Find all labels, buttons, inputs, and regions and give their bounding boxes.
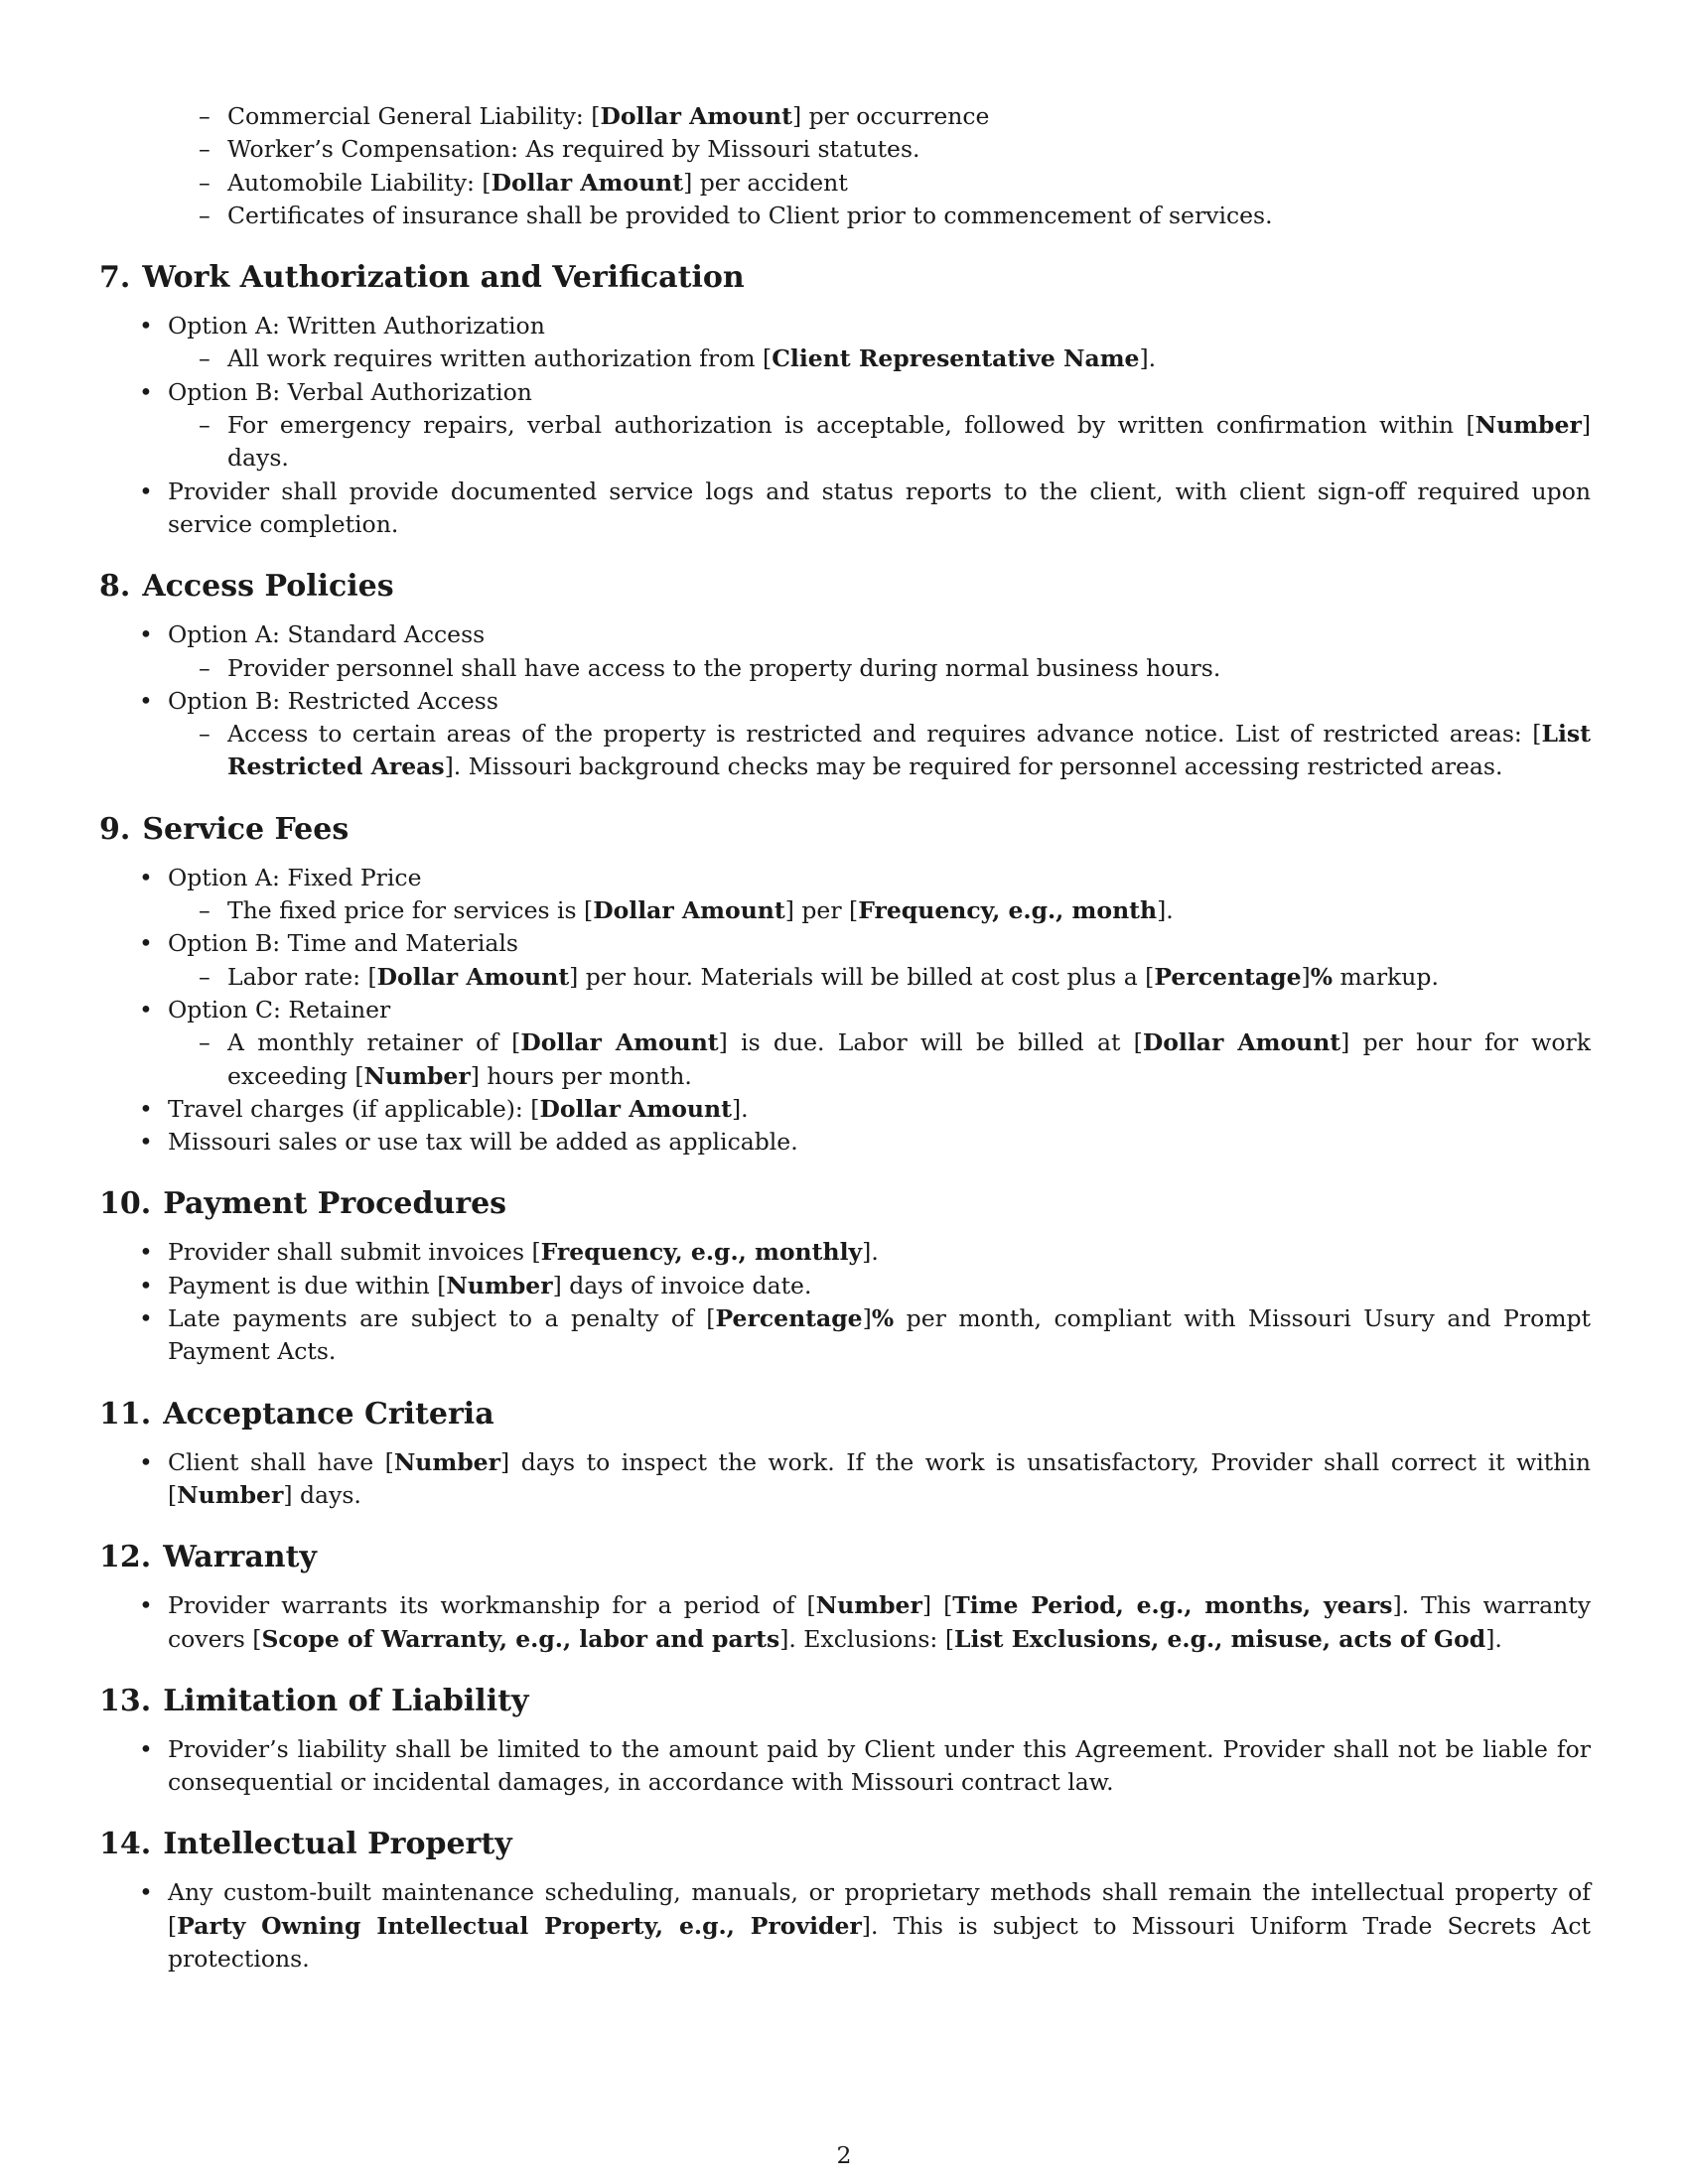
bullet-text: Provider warrants its workmanship for a period of [Number] [Time Period, e.g., months, years]. This warranty covers [Scope of Warranty, e.g., labor and parts]. Exclusions: [List Exclusions, e.g., misuse, acts of God]. xyxy=(168,1591,1592,1653)
section-heading xyxy=(99,1683,1591,1720)
bullet-list xyxy=(99,862,1591,1160)
placeholder-field: Number xyxy=(815,1591,922,1620)
bullet-item xyxy=(99,994,1591,1093)
section-11 xyxy=(99,1396,1591,1513)
section-title: Warranty xyxy=(163,1540,317,1575)
section-number: 11. xyxy=(99,1396,152,1432)
section-number: 8. xyxy=(99,569,131,605)
section-10 xyxy=(99,1185,1591,1368)
bullet-item xyxy=(99,1446,1591,1513)
placeholder-field: Dollar Amount xyxy=(600,102,792,130)
section-title: Service Fees xyxy=(142,811,350,847)
list-item: – Automobile Liability: [Dollar Amount] per accident xyxy=(99,167,1591,200)
list-item: – Commercial General Liability: [Dollar Amount] per occurrence xyxy=(99,100,1591,133)
section-title: Payment Procedures xyxy=(163,1186,507,1222)
placeholder-field: Frequency, e.g., month xyxy=(858,896,1158,925)
sub-item: – A monthly retainer of [Dollar Amount] is due. Labor will be billed at [Dollar Amount] per hour for work exceeding [Number] hours per month. xyxy=(168,1026,1591,1093)
sub-list xyxy=(168,342,1591,375)
bullet-item xyxy=(99,1126,1591,1159)
section-heading xyxy=(99,568,1591,606)
section-13 xyxy=(99,1683,1591,1800)
bullet-text: Client shall have [Number] days to inspect the work. If the work is unsatisfactory, Provider shall correct it within [Number] days. xyxy=(168,1447,1591,1509)
section-title: Limitation of Liability xyxy=(163,1683,529,1718)
bullet-item xyxy=(99,376,1591,476)
list-item: – Worker’s Compensation: As required by Missouri statutes. xyxy=(99,133,1591,166)
bullet-text: Late payments are subject to a penalty of [Percentage]% per month, compliant with Missouri Usury and Prompt Payment Acts. xyxy=(168,1304,1591,1366)
sub-item: – All work requires written authorization from [Client Representative Name]. xyxy=(168,342,1591,375)
bullet-text: Option A: Written Authorization xyxy=(168,312,545,341)
placeholder-field: Dollar Amount xyxy=(539,1094,732,1123)
sub-list xyxy=(168,961,1591,994)
placeholder-field: % xyxy=(871,1304,895,1333)
section-title: Work Authorization and Verification xyxy=(142,260,745,296)
section-heading xyxy=(99,1826,1591,1863)
placeholder-field: Dollar Amount xyxy=(593,896,785,925)
sections-container xyxy=(99,259,1591,1976)
sub-list xyxy=(168,409,1591,476)
bullet-text: Option B: Time and Materials xyxy=(168,929,518,958)
bullet-list xyxy=(99,310,1591,541)
section-heading xyxy=(99,1396,1591,1433)
bullet-text: Any custom-built maintenance scheduling, manuals, or proprietary methods shall remain the intellectual property of [Party Owning Intellectual Property, e.g., Provider]. This is subject to Missouri Uniform Trade Secrets Act protections. xyxy=(168,1878,1591,1973)
bullet-item xyxy=(99,1270,1591,1302)
section-heading xyxy=(99,811,1591,849)
section-number: 12. xyxy=(99,1540,152,1575)
bullet-list xyxy=(99,1236,1591,1368)
sub-item: – For emergency repairs, verbal authorization is acceptable, followed by written confirmation within [Number] days. xyxy=(168,409,1591,476)
page-content xyxy=(99,100,1591,1976)
bullet-text: Missouri sales or use tax will be added as applicable. xyxy=(168,1128,798,1157)
bullet-list xyxy=(99,1876,1591,1976)
placeholder-field: Number xyxy=(446,1271,553,1299)
section-heading xyxy=(99,259,1591,297)
placeholder-field: Percentage xyxy=(1154,962,1302,991)
placeholder-field: Dollar Amount xyxy=(1142,1028,1341,1057)
section-title: Intellectual Property xyxy=(163,1827,512,1862)
sub-list xyxy=(168,1026,1591,1093)
bullet-item xyxy=(99,476,1591,542)
placeholder-field: Number xyxy=(363,1061,471,1090)
bullet-item xyxy=(99,1302,1591,1369)
sub-item: – The fixed price for services is [Dollar Amount] per [Frequency, e.g., month]. xyxy=(168,894,1591,927)
placeholder-field: List Exclusions, e.g., misuse, acts of God xyxy=(954,1624,1486,1653)
insurance-requirements-list xyxy=(99,100,1591,232)
section-14 xyxy=(99,1826,1591,1976)
placeholder-field: Dollar Amount xyxy=(491,168,684,197)
bullet-text: Option C: Retainer xyxy=(168,995,391,1024)
bullet-item xyxy=(99,1733,1591,1800)
section-number: 10. xyxy=(99,1186,152,1222)
bullet-text: Provider shall provide documented service logs and status reports to the client, with client sign-off required upon service completion. xyxy=(168,477,1591,538)
page-number: 2 xyxy=(836,2141,852,2169)
bullet-list xyxy=(99,1446,1591,1513)
bullet-list xyxy=(99,1589,1591,1656)
sub-item: – Access to certain areas of the property is restricted and requires advance notice. List of restricted areas: [List Restricted Areas]. Missouri background checks may be required for personnel accessing restricted areas. xyxy=(168,718,1591,784)
placeholder-field: Scope of Warranty, e.g., labor and parts xyxy=(261,1624,780,1653)
sub-list xyxy=(168,652,1591,685)
section-title: Acceptance Criteria xyxy=(163,1396,494,1432)
bullet-text: Option B: Verbal Authorization xyxy=(168,377,532,406)
bullet-text: Payment is due within [Number] days of invoice date. xyxy=(168,1271,812,1299)
bullet-item xyxy=(99,618,1591,685)
section-title: Access Policies xyxy=(142,569,394,605)
sub-item: – Labor rate: [Dollar Amount] per hour. Materials will be billed at cost plus a [Percentage]% markup. xyxy=(168,961,1591,994)
bullet-item xyxy=(99,927,1591,994)
placeholder-field: Number xyxy=(177,1480,284,1509)
placeholder-field: % xyxy=(1310,962,1334,991)
bullet-item xyxy=(99,1093,1591,1126)
section-number: 9. xyxy=(99,811,131,847)
bullet-list xyxy=(99,618,1591,783)
section-9 xyxy=(99,811,1591,1160)
bullet-text: Option A: Fixed Price xyxy=(168,863,422,891)
placeholder-field: Frequency, e.g., monthly xyxy=(540,1238,863,1267)
bullet-item xyxy=(99,685,1591,784)
placeholder-field: Party Owning Intellectual Property, e.g., Provider xyxy=(177,1911,862,1940)
placeholder-field: Dollar Amount xyxy=(520,1028,719,1057)
placeholder-field: Number xyxy=(393,1447,501,1476)
placeholder-field: Time Period, e.g., months, years xyxy=(952,1591,1393,1620)
bullet-list xyxy=(99,1733,1591,1800)
bullet-text: Option B: Restricted Access xyxy=(168,686,498,715)
sub-list xyxy=(168,894,1591,927)
placeholder-field: Number xyxy=(1475,411,1582,440)
bullet-item xyxy=(99,1236,1591,1269)
bullet-text: Provider shall submit invoices [Frequency, e.g., monthly]. xyxy=(168,1238,879,1267)
section-12 xyxy=(99,1539,1591,1656)
bullet-text: Travel charges (if applicable): [Dollar Amount]. xyxy=(168,1094,749,1123)
sub-item: – Provider personnel shall have access to the property during normal business hours. xyxy=(168,652,1591,685)
section-7 xyxy=(99,259,1591,541)
bullet-item xyxy=(99,1589,1591,1656)
placeholder-field: Percentage xyxy=(715,1304,863,1333)
bullet-item xyxy=(99,1876,1591,1976)
section-number: 13. xyxy=(99,1683,152,1718)
list-item: – Certificates of insurance shall be provided to Client prior to commencement of services. xyxy=(99,200,1591,232)
section-number: 14. xyxy=(99,1827,152,1862)
section-number: 7. xyxy=(99,260,131,296)
placeholder-field: Dollar Amount xyxy=(376,962,570,991)
bullet-text: Option A: Standard Access xyxy=(168,620,486,649)
section-8 xyxy=(99,568,1591,783)
section-heading xyxy=(99,1539,1591,1576)
placeholder-field: Client Representative Name xyxy=(772,344,1140,373)
placeholder-field: List Restricted Areas xyxy=(227,720,1591,781)
section-heading xyxy=(99,1185,1591,1223)
bullet-item xyxy=(99,310,1591,376)
sub-list xyxy=(168,718,1591,784)
bullet-item xyxy=(99,862,1591,928)
bullet-text: Provider’s liability shall be limited to the amount paid by Client under this Agreement. Provider shall not be liable for consequential or incidental damages, in accordance with Missouri contract law. xyxy=(168,1734,1591,1797)
